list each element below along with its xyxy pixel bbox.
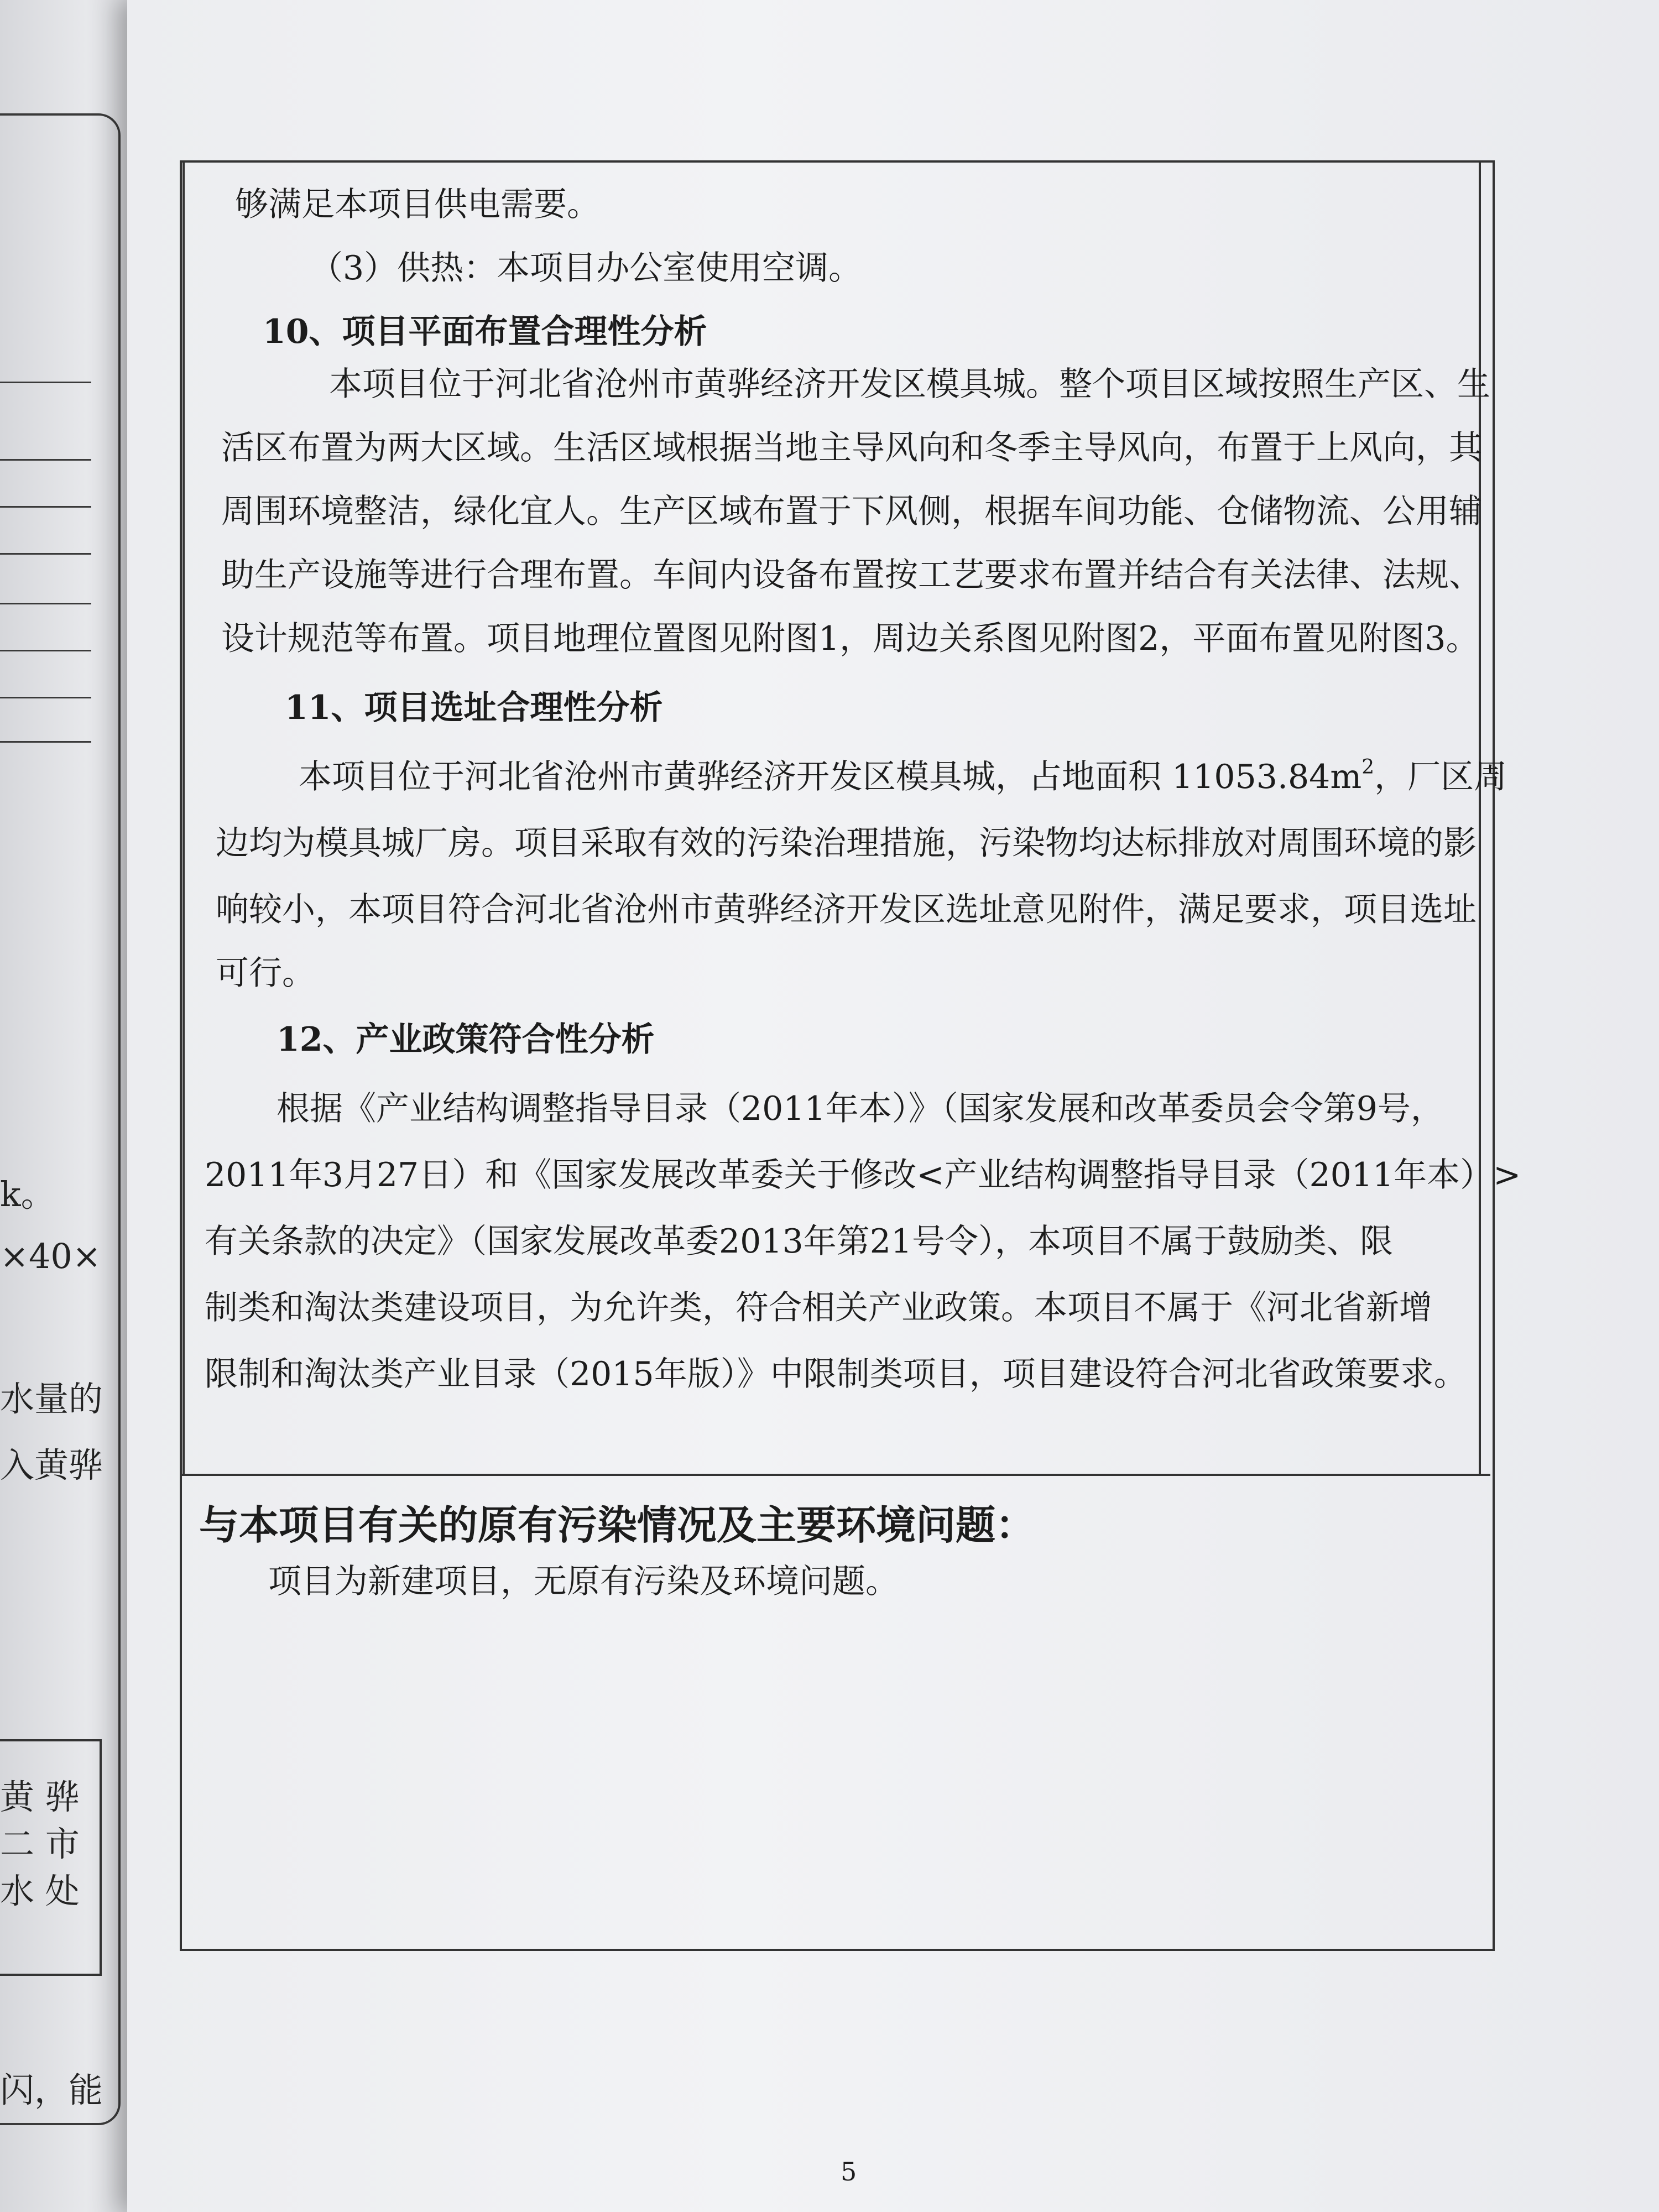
- form-line: [0, 603, 91, 604]
- text-line: 活区布置为两大区域。生活区域根据当地主导风向和冬季主导风向，布置于上风向，其: [221, 429, 1482, 467]
- text-line: 边均为模具城厂房。项目采取有效的污染治理措施，污染物均达标排放对周围环境的影: [216, 824, 1477, 863]
- text-line: 响较小，本项目符合河北省沧州市黄骅经济开发区选址意见附件，满足要求，项目选址: [216, 890, 1477, 929]
- text-run: ，厂区周: [1374, 758, 1507, 796]
- left-adjacent-page: [0, 0, 144, 2212]
- text-line: 制类和淘汰类建设项目，为允许类，符合相关产业政策。本项目不属于《河北省新增: [205, 1288, 1432, 1327]
- superscript: 2: [1361, 756, 1375, 779]
- text-run: 本项目位于河北省沧州市黄骅经济开发区模具城，占地面积 11053.84m: [299, 758, 1362, 796]
- text-line: 2011年3月27日）和《国家发展改革委关于修改<产业结构调整指导目录（2011年本）>: [205, 1156, 1521, 1194]
- heading-10: 10、项目平面布置合理性分析: [263, 312, 707, 351]
- text-line: （3）供热：本项目办公室使用空调。: [310, 249, 862, 288]
- text-line: [299, 756, 1507, 796]
- upper-cell: [182, 160, 1481, 1474]
- text-line: 助生产设施等进行合理布置。车间内设备布置按工艺要求布置并结合有关法律、法规、: [221, 556, 1482, 594]
- form-line: [0, 697, 91, 698]
- cell-divider: [180, 1474, 1490, 1476]
- form-line: [0, 553, 91, 555]
- form-line: [0, 650, 91, 651]
- form-line: [0, 382, 91, 383]
- section-text: 项目为新建项目，无原有污染及环境问题。: [268, 1562, 899, 1601]
- page-number: 5: [841, 2157, 857, 2187]
- form-line: [0, 741, 91, 743]
- text-line: 限制和淘汰类产业目录（2015年版）》中限制类项目，项目建设符合河北省政策要求。: [205, 1355, 1467, 1394]
- left-text: 水 处: [0, 1871, 80, 1911]
- heading-11: 11、项目选址合理性分析: [285, 688, 663, 727]
- text-line: 可行。: [216, 954, 315, 993]
- document-page: [127, 0, 1659, 2212]
- text-line: 本项目位于河北省沧州市黄骅经济开发区模具城。整个项目区域按照生产区、生: [329, 365, 1490, 404]
- text-line: 有关条款的决定》（国家发展改革委2013年第21号令），本项目不属于鼓励类、限: [205, 1222, 1394, 1261]
- text-line: 设计规范等布置。项目地理位置图见附图1，周边关系图见附图2，平面布置见附图3。: [221, 619, 1479, 658]
- section-title: 与本项目有关的原有污染情况及主要环境问题：: [199, 1501, 1036, 1548]
- left-text: 黄 骅: [0, 1777, 80, 1817]
- heading-12: 12、产业政策符合性分析: [276, 1020, 655, 1059]
- form-line: [0, 459, 91, 461]
- left-text: 入黄骅: [0, 1445, 103, 1485]
- left-text: k。: [0, 1174, 55, 1214]
- left-text: ×40×: [0, 1236, 101, 1276]
- text-line: 周围环境整洁，绿化宜人。生产区域布置于下风侧，根据车间功能、仓储物流、公用辅: [221, 492, 1482, 531]
- form-line: [0, 506, 91, 508]
- left-text: 二 市: [0, 1824, 80, 1864]
- text-line: 根据《产业结构调整指导目录（2011年本）》（国家发展和改革委员会令第9号，: [276, 1089, 1444, 1128]
- text-line: 够满足本项目供电需要。: [235, 185, 600, 224]
- left-text: 闪，能: [0, 2070, 103, 2110]
- left-text: 水量的: [0, 1379, 103, 1419]
